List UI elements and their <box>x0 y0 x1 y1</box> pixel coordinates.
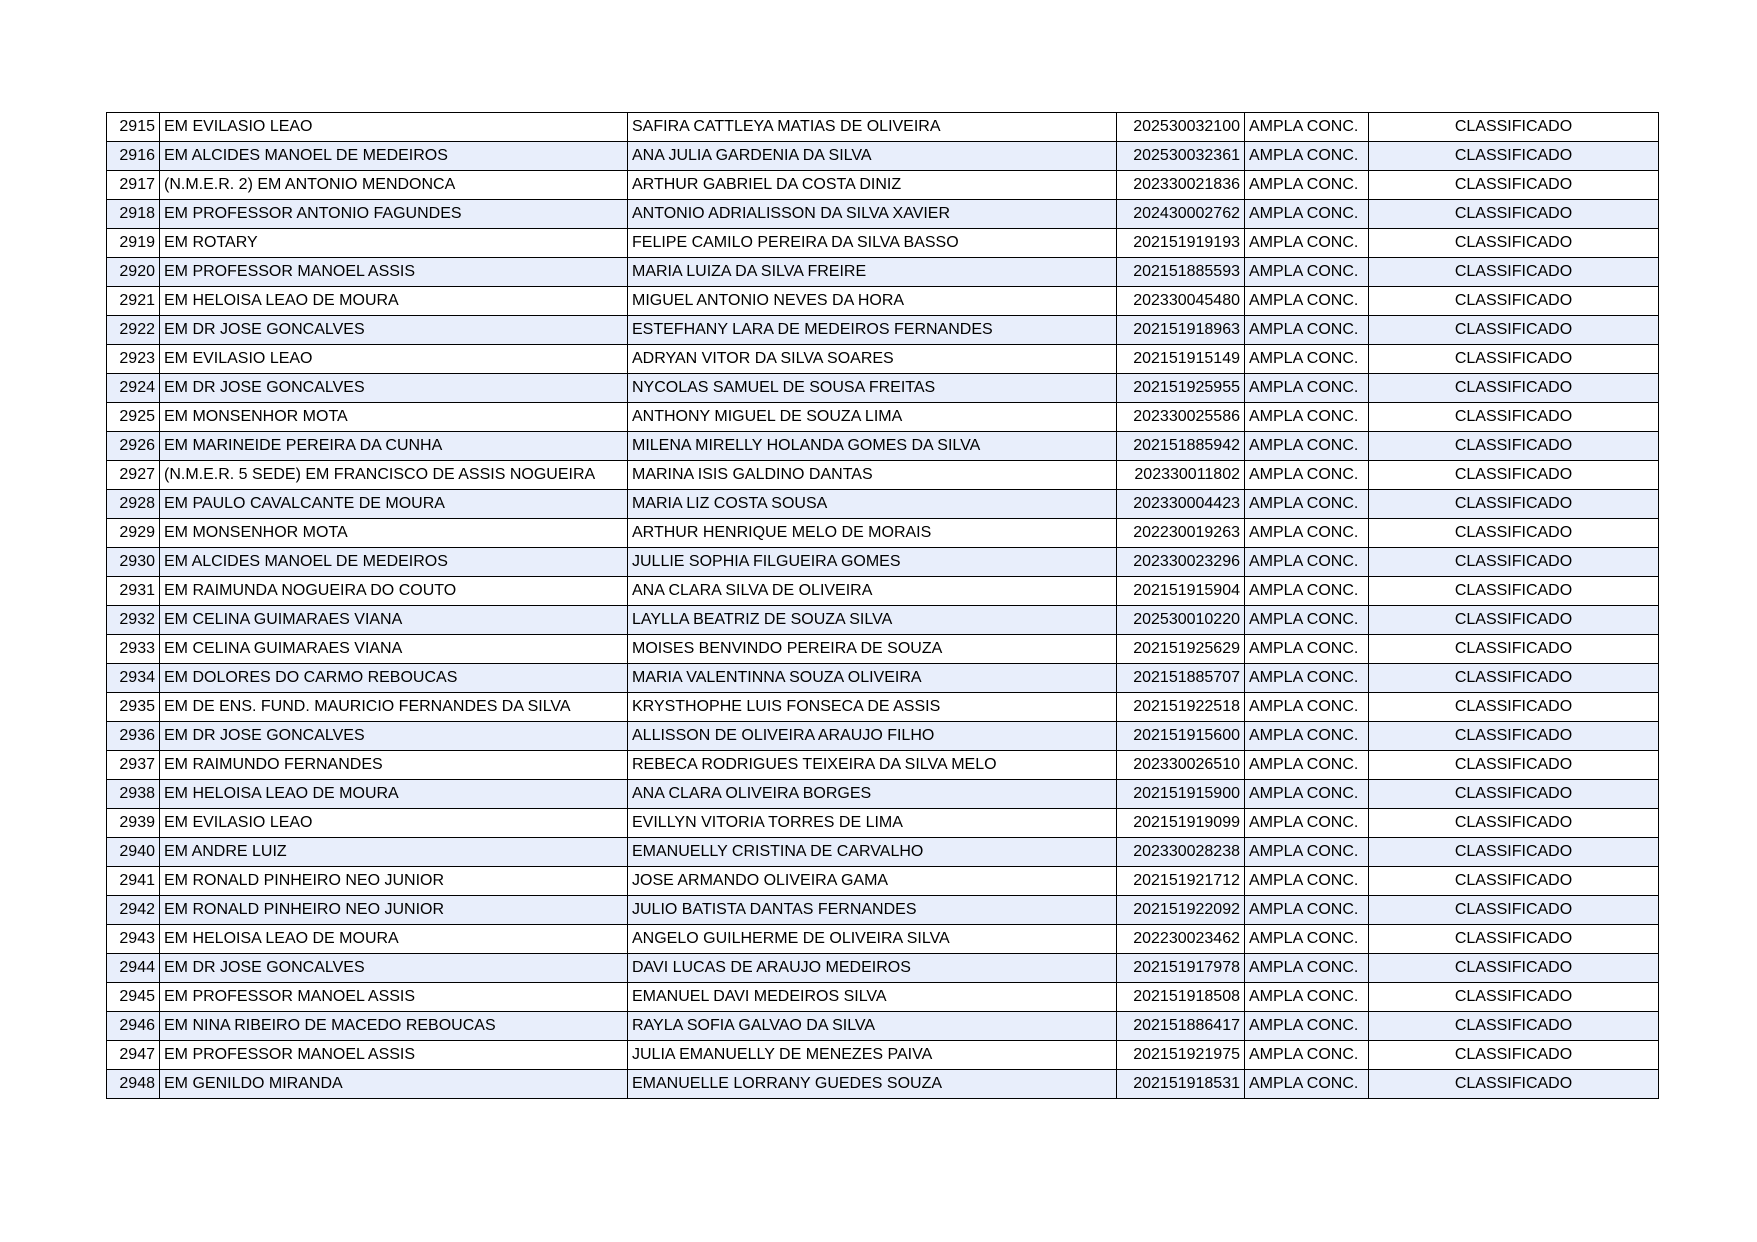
row-number-cell: 2940 <box>107 838 160 867</box>
row-number-cell: 2937 <box>107 751 160 780</box>
school-cell: (N.M.E.R. 5 SEDE) EM FRANCISCO DE ASSIS NOGUEIRA <box>160 461 628 490</box>
status-cell: CLASSIFICADO <box>1369 345 1659 374</box>
modality-cell: AMPLA CONC. <box>1245 548 1369 577</box>
modality-cell: AMPLA CONC. <box>1245 577 1369 606</box>
modality-cell: AMPLA CONC. <box>1245 200 1369 229</box>
table-row <box>107 171 1659 200</box>
table-row <box>107 519 1659 548</box>
registration-cell: 202330011802 <box>1117 461 1245 490</box>
registration-cell: 202230019263 <box>1117 519 1245 548</box>
status-cell: CLASSIFICADO <box>1369 1070 1659 1099</box>
school-cell: EM PROFESSOR MANOEL ASSIS <box>160 1041 628 1070</box>
registration-cell: 202151918508 <box>1117 983 1245 1012</box>
status-cell: CLASSIFICADO <box>1369 113 1659 142</box>
row-number-cell: 2942 <box>107 896 160 925</box>
registration-cell: 202151915904 <box>1117 577 1245 606</box>
student-name-cell: MIGUEL ANTONIO NEVES DA HORA <box>628 287 1117 316</box>
row-number-cell: 2946 <box>107 1012 160 1041</box>
registration-cell: 202151921975 <box>1117 1041 1245 1070</box>
status-cell: CLASSIFICADO <box>1369 693 1659 722</box>
table-row <box>107 142 1659 171</box>
row-number-cell: 2943 <box>107 925 160 954</box>
row-number-cell: 2915 <box>107 113 160 142</box>
student-name-cell: MARIA LIZ COSTA SOUSA <box>628 490 1117 519</box>
modality-cell: AMPLA CONC. <box>1245 258 1369 287</box>
modality-cell: AMPLA CONC. <box>1245 345 1369 374</box>
row-number-cell: 2926 <box>107 432 160 461</box>
school-cell: EM PROFESSOR MANOEL ASSIS <box>160 258 628 287</box>
student-name-cell: JULIA EMANUELLY DE MENEZES PAIVA <box>628 1041 1117 1070</box>
table-row <box>107 896 1659 925</box>
registration-cell: 202151885942 <box>1117 432 1245 461</box>
school-cell: EM RONALD PINHEIRO NEO JUNIOR <box>160 867 628 896</box>
status-cell: CLASSIFICADO <box>1369 635 1659 664</box>
school-cell: EM DR JOSE GONCALVES <box>160 954 628 983</box>
registration-cell: 202151918531 <box>1117 1070 1245 1099</box>
status-cell: CLASSIFICADO <box>1369 664 1659 693</box>
status-cell: CLASSIFICADO <box>1369 548 1659 577</box>
row-number-cell: 2924 <box>107 374 160 403</box>
row-number-cell: 2947 <box>107 1041 160 1070</box>
row-number-cell: 2945 <box>107 983 160 1012</box>
table-row <box>107 490 1659 519</box>
status-cell: CLASSIFICADO <box>1369 403 1659 432</box>
table-row <box>107 867 1659 896</box>
student-name-cell: EMANUEL DAVI MEDEIROS SILVA <box>628 983 1117 1012</box>
modality-cell: AMPLA CONC. <box>1245 287 1369 316</box>
table-row <box>107 954 1659 983</box>
registration-cell: 202151918963 <box>1117 316 1245 345</box>
student-name-cell: ANA CLARA OLIVEIRA BORGES <box>628 780 1117 809</box>
registration-cell: 202330021836 <box>1117 171 1245 200</box>
table-row <box>107 606 1659 635</box>
table-row <box>107 780 1659 809</box>
school-cell: EM RAIMUNDO FERNANDES <box>160 751 628 780</box>
status-cell: CLASSIFICADO <box>1369 519 1659 548</box>
registration-cell: 202151925629 <box>1117 635 1245 664</box>
school-cell: EM DR JOSE GONCALVES <box>160 374 628 403</box>
table-row <box>107 925 1659 954</box>
status-cell: CLASSIFICADO <box>1369 838 1659 867</box>
school-cell: EM RAIMUNDA NOGUEIRA DO COUTO <box>160 577 628 606</box>
modality-cell: AMPLA CONC. <box>1245 1041 1369 1070</box>
modality-cell: AMPLA CONC. <box>1245 403 1369 432</box>
row-number-cell: 2918 <box>107 200 160 229</box>
table-row <box>107 229 1659 258</box>
modality-cell: AMPLA CONC. <box>1245 490 1369 519</box>
modality-cell: AMPLA CONC. <box>1245 664 1369 693</box>
student-name-cell: NYCOLAS SAMUEL DE SOUSA FREITAS <box>628 374 1117 403</box>
registration-cell: 202330045480 <box>1117 287 1245 316</box>
registration-cell: 202151919193 <box>1117 229 1245 258</box>
table-row <box>107 403 1659 432</box>
table-row <box>107 548 1659 577</box>
student-name-cell: SAFIRA CATTLEYA MATIAS DE OLIVEIRA <box>628 113 1117 142</box>
table-row <box>107 345 1659 374</box>
modality-cell: AMPLA CONC. <box>1245 519 1369 548</box>
status-cell: CLASSIFICADO <box>1369 171 1659 200</box>
modality-cell: AMPLA CONC. <box>1245 751 1369 780</box>
registration-cell: 202530032361 <box>1117 142 1245 171</box>
school-cell: EM MONSENHOR MOTA <box>160 519 628 548</box>
school-cell: EM ALCIDES MANOEL DE MEDEIROS <box>160 548 628 577</box>
table-row <box>107 374 1659 403</box>
modality-cell: AMPLA CONC. <box>1245 693 1369 722</box>
status-cell: CLASSIFICADO <box>1369 983 1659 1012</box>
modality-cell: AMPLA CONC. <box>1245 1070 1369 1099</box>
registration-cell: 202530032100 <box>1117 113 1245 142</box>
table-row <box>107 838 1659 867</box>
student-name-cell: RAYLA SOFIA GALVAO DA SILVA <box>628 1012 1117 1041</box>
student-name-cell: MARIA VALENTINNA SOUZA OLIVEIRA <box>628 664 1117 693</box>
school-cell: EM EVILASIO LEAO <box>160 809 628 838</box>
registration-cell: 202230023462 <box>1117 925 1245 954</box>
student-name-cell: ARTHUR GABRIEL DA COSTA DINIZ <box>628 171 1117 200</box>
status-cell: CLASSIFICADO <box>1369 577 1659 606</box>
status-cell: CLASSIFICADO <box>1369 258 1659 287</box>
student-name-cell: EVILLYN VITORIA TORRES DE LIMA <box>628 809 1117 838</box>
school-cell: EM HELOISA LEAO DE MOURA <box>160 780 628 809</box>
student-name-cell: MILENA MIRELLY HOLANDA GOMES DA SILVA <box>628 432 1117 461</box>
modality-cell: AMPLA CONC. <box>1245 954 1369 983</box>
student-name-cell: EMANUELLY CRISTINA DE CARVALHO <box>628 838 1117 867</box>
school-cell: EM DR JOSE GONCALVES <box>160 722 628 751</box>
table-row <box>107 693 1659 722</box>
school-cell: EM ROTARY <box>160 229 628 258</box>
school-cell: EM PAULO CAVALCANTE DE MOURA <box>160 490 628 519</box>
student-name-cell: MARIA LUIZA DA SILVA FREIRE <box>628 258 1117 287</box>
row-number-cell: 2928 <box>107 490 160 519</box>
school-cell: EM DE ENS. FUND. MAURICIO FERNANDES DA SILVA <box>160 693 628 722</box>
table-row <box>107 1041 1659 1070</box>
status-cell: CLASSIFICADO <box>1369 606 1659 635</box>
row-number-cell: 2922 <box>107 316 160 345</box>
status-cell: CLASSIFICADO <box>1369 925 1659 954</box>
school-cell: EM HELOISA LEAO DE MOURA <box>160 925 628 954</box>
student-name-cell: JULLIE SOPHIA FILGUEIRA GOMES <box>628 548 1117 577</box>
school-cell: EM MONSENHOR MOTA <box>160 403 628 432</box>
results-table <box>106 112 1659 1099</box>
table-row <box>107 722 1659 751</box>
student-name-cell: JOSE ARMANDO OLIVEIRA GAMA <box>628 867 1117 896</box>
row-number-cell: 2935 <box>107 693 160 722</box>
registration-cell: 202151915149 <box>1117 345 1245 374</box>
registration-cell: 202151919099 <box>1117 809 1245 838</box>
student-name-cell: DAVI LUCAS DE ARAUJO MEDEIROS <box>628 954 1117 983</box>
table-row <box>107 635 1659 664</box>
school-cell: EM GENILDO MIRANDA <box>160 1070 628 1099</box>
registration-cell: 202330025586 <box>1117 403 1245 432</box>
table-row <box>107 461 1659 490</box>
status-cell: CLASSIFICADO <box>1369 1012 1659 1041</box>
row-number-cell: 2920 <box>107 258 160 287</box>
modality-cell: AMPLA CONC. <box>1245 142 1369 171</box>
modality-cell: AMPLA CONC. <box>1245 113 1369 142</box>
table-row <box>107 664 1659 693</box>
status-cell: CLASSIFICADO <box>1369 316 1659 345</box>
row-number-cell: 2944 <box>107 954 160 983</box>
registration-cell: 202151915900 <box>1117 780 1245 809</box>
row-number-cell: 2932 <box>107 606 160 635</box>
school-cell: EM PROFESSOR ANTONIO FAGUNDES <box>160 200 628 229</box>
student-name-cell: ANTHONY MIGUEL DE SOUZA LIMA <box>628 403 1117 432</box>
status-cell: CLASSIFICADO <box>1369 200 1659 229</box>
status-cell: CLASSIFICADO <box>1369 461 1659 490</box>
school-cell: EM CELINA GUIMARAES VIANA <box>160 635 628 664</box>
student-name-cell: ANGELO GUILHERME DE OLIVEIRA SILVA <box>628 925 1117 954</box>
school-cell: EM HELOISA LEAO DE MOURA <box>160 287 628 316</box>
modality-cell: AMPLA CONC. <box>1245 229 1369 258</box>
school-cell: EM NINA RIBEIRO DE MACEDO REBOUCAS <box>160 1012 628 1041</box>
modality-cell: AMPLA CONC. <box>1245 722 1369 751</box>
registration-cell: 202330028238 <box>1117 838 1245 867</box>
status-cell: CLASSIFICADO <box>1369 722 1659 751</box>
row-number-cell: 2931 <box>107 577 160 606</box>
row-number-cell: 2939 <box>107 809 160 838</box>
student-name-cell: FELIPE CAMILO PEREIRA DA SILVA BASSO <box>628 229 1117 258</box>
modality-cell: AMPLA CONC. <box>1245 925 1369 954</box>
row-number-cell: 2919 <box>107 229 160 258</box>
registration-cell: 202530010220 <box>1117 606 1245 635</box>
results-table-body <box>107 113 1659 1099</box>
registration-cell: 202151922518 <box>1117 693 1245 722</box>
modality-cell: AMPLA CONC. <box>1245 461 1369 490</box>
row-number-cell: 2934 <box>107 664 160 693</box>
registration-cell: 202151925955 <box>1117 374 1245 403</box>
school-cell: EM EVILASIO LEAO <box>160 113 628 142</box>
status-cell: CLASSIFICADO <box>1369 490 1659 519</box>
modality-cell: AMPLA CONC. <box>1245 432 1369 461</box>
student-name-cell: REBECA RODRIGUES TEIXEIRA DA SILVA MELO <box>628 751 1117 780</box>
student-name-cell: ANA CLARA SILVA DE OLIVEIRA <box>628 577 1117 606</box>
modality-cell: AMPLA CONC. <box>1245 867 1369 896</box>
modality-cell: AMPLA CONC. <box>1245 635 1369 664</box>
student-name-cell: ANTONIO ADRIALISSON DA SILVA XAVIER <box>628 200 1117 229</box>
table-row <box>107 287 1659 316</box>
student-name-cell: ANA JULIA GARDENIA DA SILVA <box>628 142 1117 171</box>
row-number-cell: 2923 <box>107 345 160 374</box>
table-row <box>107 113 1659 142</box>
row-number-cell: 2929 <box>107 519 160 548</box>
row-number-cell: 2930 <box>107 548 160 577</box>
student-name-cell: EMANUELLE LORRANY GUEDES SOUZA <box>628 1070 1117 1099</box>
row-number-cell: 2927 <box>107 461 160 490</box>
registration-cell: 202430002762 <box>1117 200 1245 229</box>
table-row <box>107 258 1659 287</box>
registration-cell: 202330023296 <box>1117 548 1245 577</box>
status-cell: CLASSIFICADO <box>1369 374 1659 403</box>
table-row <box>107 1012 1659 1041</box>
status-cell: CLASSIFICADO <box>1369 751 1659 780</box>
table-row <box>107 983 1659 1012</box>
row-number-cell: 2916 <box>107 142 160 171</box>
student-name-cell: JULIO BATISTA DANTAS FERNANDES <box>628 896 1117 925</box>
registration-cell: 202151922092 <box>1117 896 1245 925</box>
status-cell: CLASSIFICADO <box>1369 954 1659 983</box>
school-cell: (N.M.E.R. 2) EM ANTONIO MENDONCA <box>160 171 628 200</box>
school-cell: EM ALCIDES MANOEL DE MEDEIROS <box>160 142 628 171</box>
registration-cell: 202151886417 <box>1117 1012 1245 1041</box>
school-cell: EM PROFESSOR MANOEL ASSIS <box>160 983 628 1012</box>
row-number-cell: 2938 <box>107 780 160 809</box>
registration-cell: 202330026510 <box>1117 751 1245 780</box>
status-cell: CLASSIFICADO <box>1369 229 1659 258</box>
table-row <box>107 432 1659 461</box>
modality-cell: AMPLA CONC. <box>1245 171 1369 200</box>
student-name-cell: ALLISSON DE OLIVEIRA ARAUJO FILHO <box>628 722 1117 751</box>
status-cell: CLASSIFICADO <box>1369 896 1659 925</box>
registration-cell: 202151915600 <box>1117 722 1245 751</box>
school-cell: EM DR JOSE GONCALVES <box>160 316 628 345</box>
table-row <box>107 316 1659 345</box>
school-cell: EM EVILASIO LEAO <box>160 345 628 374</box>
row-number-cell: 2933 <box>107 635 160 664</box>
row-number-cell: 2921 <box>107 287 160 316</box>
modality-cell: AMPLA CONC. <box>1245 374 1369 403</box>
table-row <box>107 577 1659 606</box>
school-cell: EM DOLORES DO CARMO REBOUCAS <box>160 664 628 693</box>
registration-cell: 202151885593 <box>1117 258 1245 287</box>
row-number-cell: 2936 <box>107 722 160 751</box>
table-row <box>107 1070 1659 1099</box>
modality-cell: AMPLA CONC. <box>1245 838 1369 867</box>
modality-cell: AMPLA CONC. <box>1245 983 1369 1012</box>
student-name-cell: KRYSTHOPHE LUIS FONSECA DE ASSIS <box>628 693 1117 722</box>
table-row <box>107 809 1659 838</box>
status-cell: CLASSIFICADO <box>1369 867 1659 896</box>
row-number-cell: 2917 <box>107 171 160 200</box>
student-name-cell: ADRYAN VITOR DA SILVA SOARES <box>628 345 1117 374</box>
modality-cell: AMPLA CONC. <box>1245 606 1369 635</box>
school-cell: EM RONALD PINHEIRO NEO JUNIOR <box>160 896 628 925</box>
modality-cell: AMPLA CONC. <box>1245 316 1369 345</box>
row-number-cell: 2948 <box>107 1070 160 1099</box>
status-cell: CLASSIFICADO <box>1369 287 1659 316</box>
modality-cell: AMPLA CONC. <box>1245 896 1369 925</box>
registration-cell: 202151917978 <box>1117 954 1245 983</box>
student-name-cell: ARTHUR HENRIQUE MELO DE MORAIS <box>628 519 1117 548</box>
status-cell: CLASSIFICADO <box>1369 1041 1659 1070</box>
student-name-cell: ESTEFHANY LARA DE MEDEIROS FERNANDES <box>628 316 1117 345</box>
row-number-cell: 2925 <box>107 403 160 432</box>
table-row <box>107 751 1659 780</box>
school-cell: EM MARINEIDE PEREIRA DA CUNHA <box>160 432 628 461</box>
registration-cell: 202151885707 <box>1117 664 1245 693</box>
status-cell: CLASSIFICADO <box>1369 432 1659 461</box>
modality-cell: AMPLA CONC. <box>1245 1012 1369 1041</box>
table-row <box>107 200 1659 229</box>
registration-cell: 202151921712 <box>1117 867 1245 896</box>
school-cell: EM CELINA GUIMARAES VIANA <box>160 606 628 635</box>
modality-cell: AMPLA CONC. <box>1245 780 1369 809</box>
registration-cell: 202330004423 <box>1117 490 1245 519</box>
school-cell: EM ANDRE LUIZ <box>160 838 628 867</box>
student-name-cell: MARINA ISIS GALDINO DANTAS <box>628 461 1117 490</box>
status-cell: CLASSIFICADO <box>1369 780 1659 809</box>
row-number-cell: 2941 <box>107 867 160 896</box>
student-name-cell: MOISES BENVINDO PEREIRA DE SOUZA <box>628 635 1117 664</box>
status-cell: CLASSIFICADO <box>1369 142 1659 171</box>
modality-cell: AMPLA CONC. <box>1245 809 1369 838</box>
status-cell: CLASSIFICADO <box>1369 809 1659 838</box>
student-name-cell: LAYLLA BEATRIZ DE SOUZA SILVA <box>628 606 1117 635</box>
